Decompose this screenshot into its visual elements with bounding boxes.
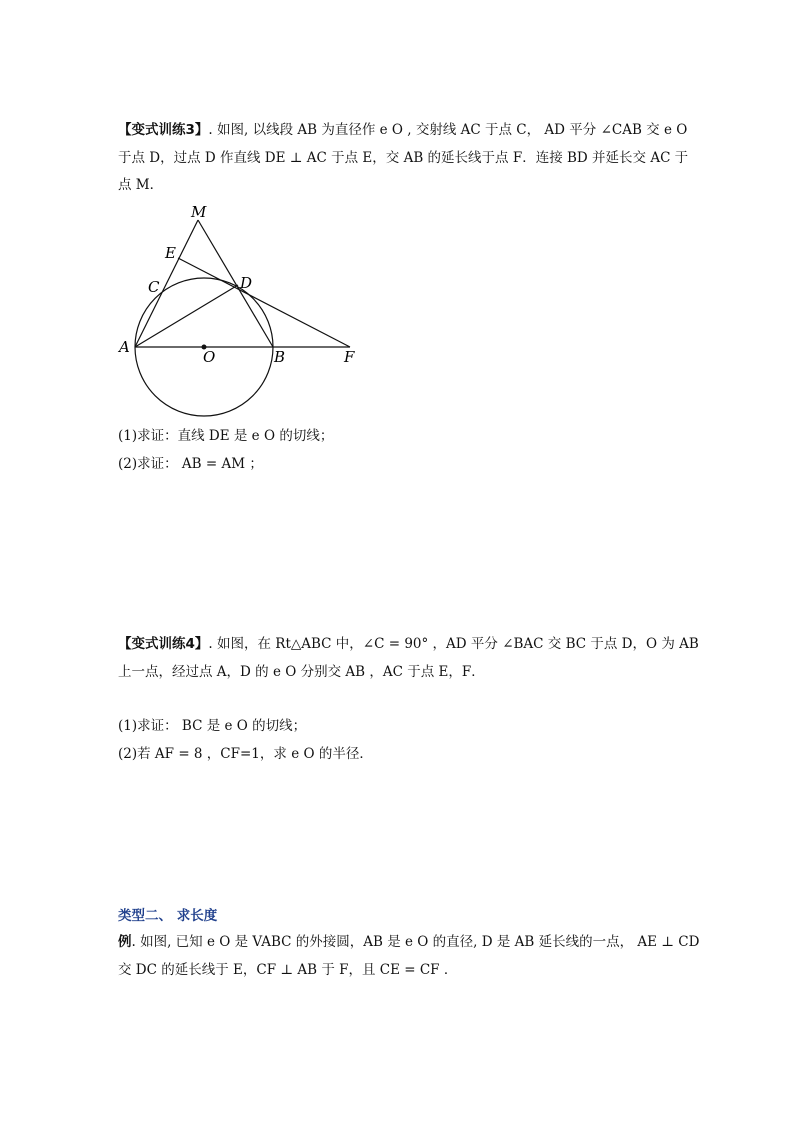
problem3-question1: (1)求证：直线 DE 是 e O 的切线； bbox=[118, 428, 334, 444]
problem3-text-1: . 如图, 以线段 AB 为直径作 e O , 交射线 AC 于点 C， AD 平分 ∠CAB 交 e O bbox=[208, 122, 688, 138]
problem4-line2: 上一点，经过点 A，D 的 e O 分别交 AB ，AC 于点 E，F． bbox=[118, 664, 485, 680]
section2-title: 类型二、 求长度 bbox=[118, 908, 218, 924]
problem4-text-1: . 如图，在 Rt△ABC 中，∠C = 90° ，AD 平分 ∠BAC 交 BC 于点 D，O 为 AB bbox=[208, 636, 699, 652]
label-m: M bbox=[191, 203, 207, 221]
section2-label: 例 bbox=[118, 934, 132, 950]
label-c: C bbox=[148, 278, 160, 296]
label-b: B bbox=[274, 348, 286, 366]
label-d: D bbox=[240, 274, 253, 292]
label-f: F bbox=[344, 348, 355, 366]
problem4-line1 bbox=[118, 631, 699, 657]
problem3-figure bbox=[112, 198, 372, 420]
label-e: E bbox=[165, 244, 176, 262]
label-a: A bbox=[119, 338, 130, 356]
section2-line2: 交 DC 的延长线于 E，CF ⊥ AB 于 F，且 CE = CF ． bbox=[118, 962, 458, 978]
problem3-line1 bbox=[118, 117, 688, 143]
problem4-question1: (1)求证： BC 是 e O 的切线； bbox=[118, 718, 307, 734]
line-bm bbox=[198, 220, 273, 347]
label-o: O bbox=[203, 348, 216, 366]
problem4-question2: (2)若 AF = 8 ，CF=1，求 e O 的半径． bbox=[118, 746, 373, 762]
section2-text-1: . 如图, 已知 e O 是 VABC 的外接圆，AB 是 e O 的直径, D 是 AB 延长线的一点， AE ⊥ CD bbox=[131, 934, 700, 950]
line-ef bbox=[178, 258, 350, 347]
problem3-question2: (2)求证： AB = AM ； bbox=[118, 456, 263, 472]
problem3-line3: 点 M． bbox=[118, 177, 164, 193]
problem3-label: 【变式训练3】 bbox=[118, 122, 209, 138]
problem3-line2: 于点 D，过点 D 作直线 DE ⊥ AC 于点 E，交 AB 的延长线于点 F．连接 BD 并延长交 AC 于 bbox=[118, 150, 689, 166]
section2-line1 bbox=[118, 929, 700, 955]
problem4-label: 【变式训练4】 bbox=[118, 636, 209, 652]
